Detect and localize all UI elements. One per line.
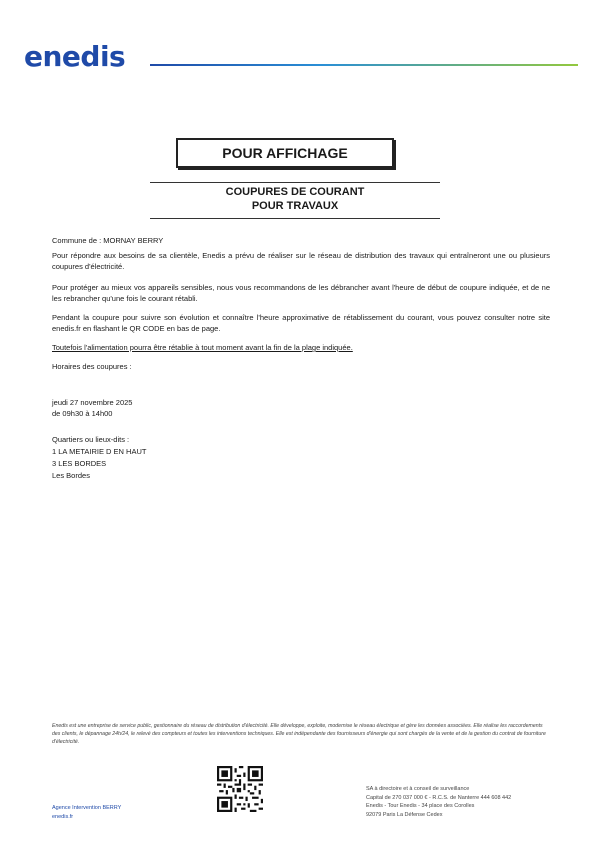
- company-info-line: Capital de 270 037 000 € - R.C.S. de Nanterre 444 608 442: [366, 794, 512, 801]
- paragraph-4: [52, 343, 550, 354]
- outage-time: de 09h30 à 14h00: [52, 409, 113, 418]
- commune-line: Commune de : MORNAY BERRY: [52, 236, 164, 245]
- quartier-item: 3 LES BORDES: [52, 459, 107, 468]
- agence-info: [52, 804, 121, 822]
- logo-divider: [150, 64, 578, 66]
- quartier-item: 1 LA METAIRIE D EN HAUT: [52, 447, 147, 456]
- quartiers-label: Quartiers ou lieux-dits :: [52, 435, 130, 444]
- paragraph-4-text: Toutefois l'alimentation pourra être rétablie à tout moment avant la fin de la plage indiquée.: [52, 343, 353, 352]
- paragraph-1: Pour répondre aux besoins de sa clientèle, Enedis a prévu de réaliser sur le réseau de distribution des travaux qui entraîneront une ou plusieurs coupures d'électricité.: [52, 251, 550, 271]
- company-info-line: SA à directoire et à conseil de surveillance: [366, 786, 470, 792]
- quartier-item: Les Bordes: [52, 471, 90, 480]
- site-link[interactable]: enedis.fr: [52, 814, 74, 820]
- agence-name: Agence Intervention BERRY: [52, 805, 122, 811]
- company-info-line: 92079 Paris La Défense Cedex: [366, 811, 443, 818]
- company-info: [366, 785, 511, 819]
- company-info-line: Enedis - Tour Enedis - 34 place des Corolles: [366, 803, 475, 809]
- qr-code-icon[interactable]: [217, 766, 263, 812]
- horaires-label: Horaires des coupures :: [52, 362, 132, 371]
- paragraph-3: Pendant la coupure pour suivre son évolution et connaître l'heure approximative de rétablissement du courant, vous pouvez consulter notre site enedis.fr en flashant le QR CODE en bas de page.: [52, 313, 550, 333]
- legal-notice: Enedis est une entreprise de service public, gestionnaire du réseau de distribution d'électricité. Elle développe, exploite, modernise le réseau électrique et gère les données associées. Elle réalise les raccordements des clients, le dépannage 24h/24, le relevé des compteurs et toutes les interventions techniques. Elle est indépendante des fournisseurs d'énergie qui sont chargés de la vente et de la gestion du contrat de fourniture d'électricité.: [52, 723, 546, 745]
- notice-title-line1: COUPURES DE COURANT: [225, 186, 365, 198]
- pour-affichage-box: POUR AFFICHAGE: [176, 138, 394, 168]
- notice-title: [150, 185, 440, 213]
- notice-title-line2: POUR TRAVAUX: [251, 200, 339, 212]
- enedis-logo: enedis: [24, 40, 126, 73]
- title-rule-bottom: [150, 218, 440, 219]
- title-rule-top: [150, 182, 440, 183]
- outage-date: jeudi 27 novembre 2025: [52, 398, 133, 407]
- paragraph-2: Pour protéger au mieux vos appareils sensibles, nous vous recommandons de les débrancher avant l'heure de début de coupure indiquée, et de ne les rebrancher qu'une fois le courant rétabli.: [52, 283, 550, 303]
